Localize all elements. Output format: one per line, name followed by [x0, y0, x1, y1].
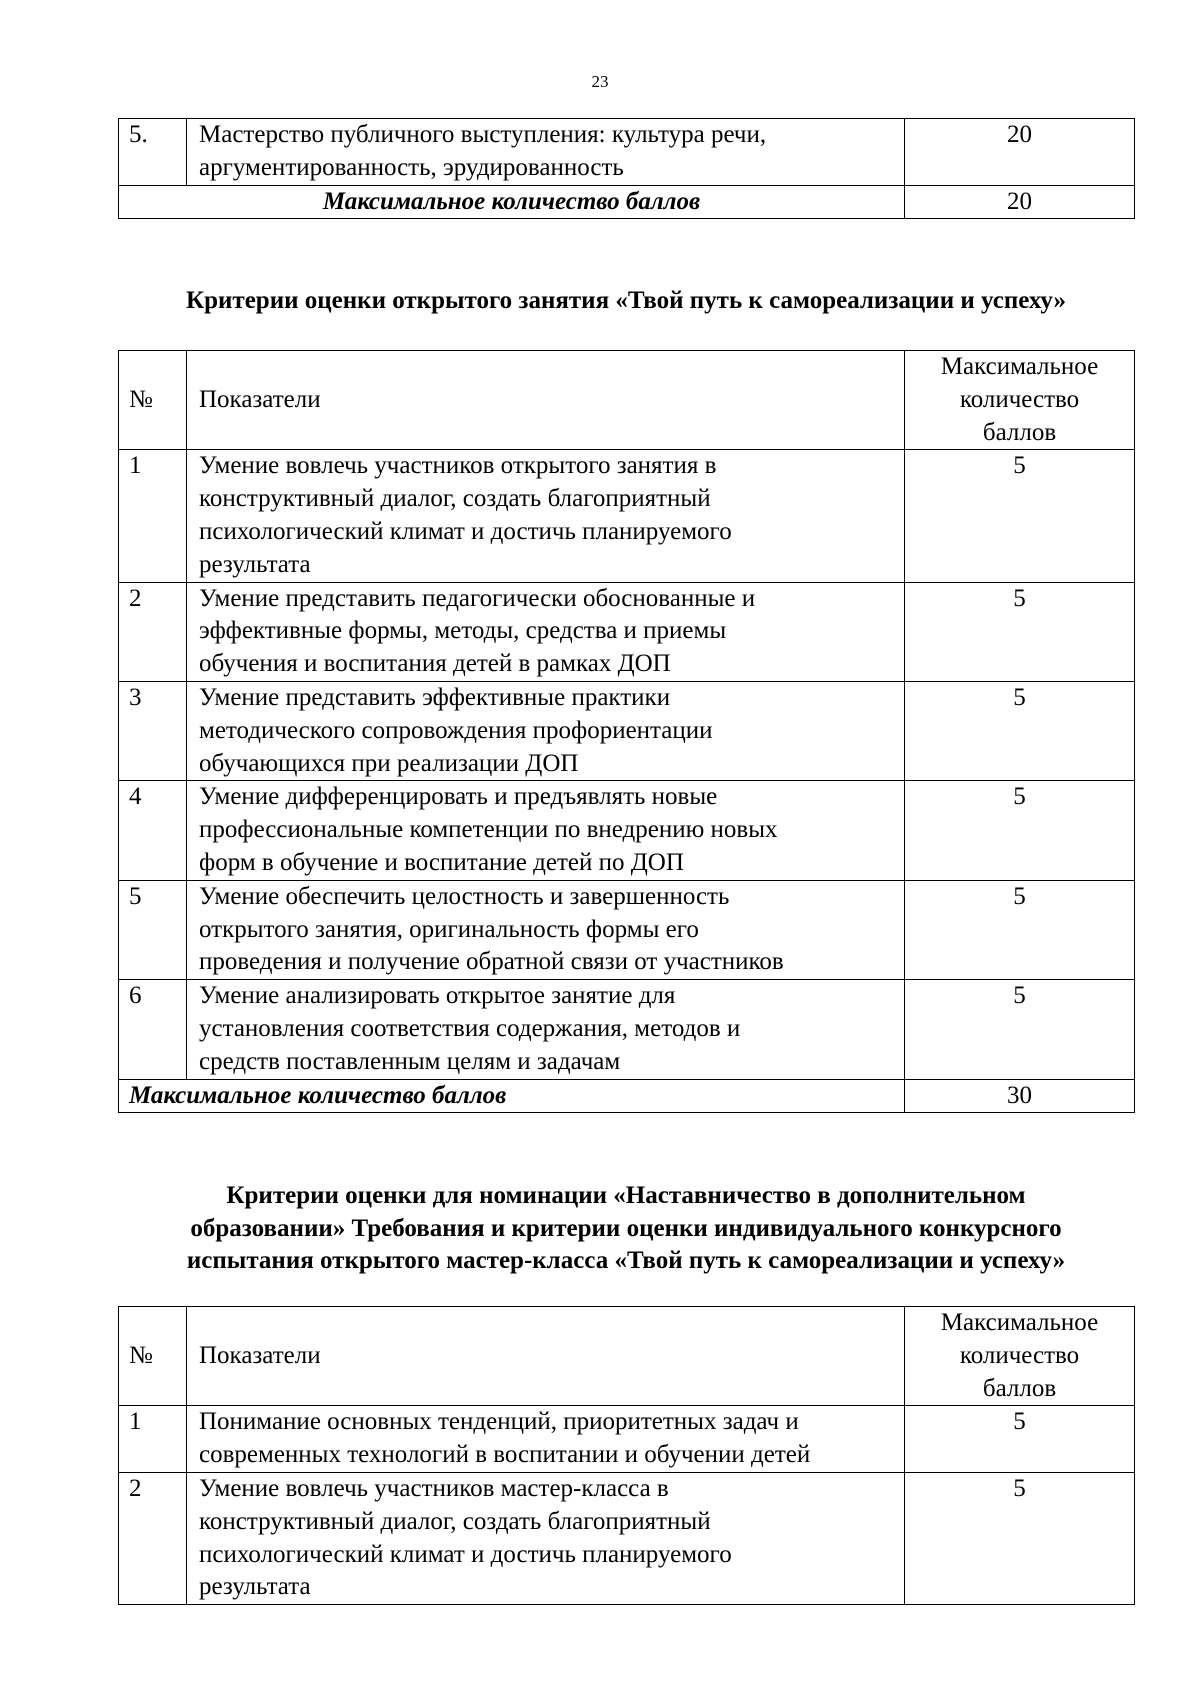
- criterion-text: [187, 1406, 905, 1473]
- criteria-table-3: [118, 1306, 1135, 1605]
- criterion-text: [187, 450, 905, 582]
- criterion-line: форм в обучение и воспитание детей по ДОП: [199, 848, 684, 876]
- criterion-points: 5: [905, 980, 1135, 1079]
- row-number: 5: [119, 880, 187, 979]
- criterion-line: Умение вовлечь участников мастер-класса в: [199, 1474, 669, 1502]
- criterion-text: [187, 781, 905, 880]
- criterion-points: 5: [905, 1472, 1135, 1604]
- table-row: [119, 1472, 1135, 1604]
- criterion-line: Умение анализировать открытое занятие для: [199, 982, 676, 1010]
- criterion-points: 5: [905, 681, 1135, 780]
- table-row: [119, 880, 1135, 979]
- criterion-text: [187, 1472, 905, 1604]
- criterion-line: открытого занятия, оригинальность формы его: [199, 915, 699, 943]
- criterion-text: [187, 880, 905, 979]
- criterion-line: конструктивный диалог, создать благоприятный: [199, 1507, 711, 1535]
- criterion-text: [187, 980, 905, 1079]
- table-row: [119, 1406, 1135, 1473]
- section-heading-mentorship: [118, 1180, 1134, 1278]
- header-number: №: [119, 1307, 187, 1406]
- table-header-row: [119, 351, 1135, 450]
- criterion-line: Понимание основных тенденций, приоритетных задач и: [199, 1408, 799, 1436]
- criterion-line: результата: [199, 1573, 311, 1601]
- header-line: количество: [959, 385, 1080, 413]
- criterion-points: 5: [905, 582, 1135, 681]
- table-row: [119, 681, 1135, 780]
- heading-line: испытания открытого мастер-класса «Твой путь к самореализации и успеху»: [186, 1247, 1066, 1274]
- total-row: [119, 1079, 1135, 1113]
- criterion-line: средств поставленным целям и задачам: [199, 1047, 621, 1075]
- criterion-line: современных технологий в воспитании и обучении детей: [199, 1441, 811, 1469]
- criterion-points: 5: [905, 880, 1135, 979]
- row-number: 3: [119, 681, 187, 780]
- criterion-line: результата: [199, 550, 311, 578]
- total-points: 20: [905, 185, 1135, 219]
- criterion-line: эффективные формы, методы, средства и приемы: [199, 617, 727, 645]
- header-indicators: Показатели: [187, 1307, 905, 1406]
- header-max-points: [905, 1307, 1135, 1406]
- row-number: 1: [119, 450, 187, 582]
- row-number: 1: [119, 1406, 187, 1473]
- total-label: Максимальное количество баллов: [119, 1079, 905, 1113]
- total-row: [119, 185, 1135, 219]
- criterion-line: обучающихся при реализации ДОП: [199, 749, 579, 777]
- criterion-line: методического сопровождения профориентации: [199, 716, 713, 744]
- criteria-table-1: [118, 118, 1135, 219]
- criterion-line: обучения и воспитания детей в рамках ДОП: [199, 650, 671, 678]
- page-number: 23: [591, 72, 609, 91]
- heading-line: Критерии оценки для номинации «Наставничество в дополнительном: [226, 1182, 1026, 1209]
- total-label: Максимальное количество баллов: [119, 185, 905, 219]
- row-number: 4: [119, 781, 187, 880]
- criterion-line: установления соответствия содержания, методов и: [199, 1014, 741, 1042]
- table-row: [119, 582, 1135, 681]
- criterion-line: Умение дифференцировать и предъявлять новые: [199, 783, 718, 811]
- header-indicators: Показатели: [187, 351, 905, 450]
- criterion-points: 5: [905, 450, 1135, 582]
- criterion-text: [187, 582, 905, 681]
- header-line: Максимальное: [940, 1309, 1099, 1336]
- criterion-points: 5: [905, 781, 1135, 880]
- total-points: 30: [905, 1079, 1135, 1113]
- header-line: баллов: [982, 418, 1057, 446]
- table-row: [119, 450, 1135, 582]
- table-header-row: [119, 1307, 1135, 1406]
- table-row: [119, 781, 1135, 880]
- header-line: Максимальное: [940, 353, 1099, 380]
- criterion-points: 5: [905, 1406, 1135, 1473]
- criterion-line: Мастерство публичного выступления: культура речи,: [199, 121, 767, 148]
- row-number: 6: [119, 980, 187, 1079]
- section-heading-open-lesson: Критерии оценки открытого занятия «Твой путь к самореализации и успеху»: [185, 287, 1067, 314]
- criterion-line: Умение вовлечь участников открытого занятия в: [199, 452, 717, 480]
- header-max-points: [905, 351, 1135, 450]
- criterion-line: психологический климат и достичь планируемого: [199, 1540, 732, 1568]
- table-row: [119, 980, 1135, 1079]
- criterion-line: психологический климат и достичь планируемого: [199, 517, 732, 545]
- criterion-line: проведения и получение обратной связи от участников: [199, 948, 784, 976]
- criterion-line: аргументированность, эрудированность: [199, 153, 624, 181]
- header-line: количество: [959, 1341, 1080, 1369]
- row-number: 5.: [119, 119, 187, 186]
- criterion-line: профессиональные компетенции по внедрению новых: [199, 816, 778, 844]
- criterion-line: Умение представить педагогически обоснованные и: [199, 584, 756, 612]
- row-number: 2: [119, 1472, 187, 1604]
- criterion-text: [187, 681, 905, 780]
- row-number: 2: [119, 582, 187, 681]
- table-row: [119, 119, 1135, 186]
- criterion-line: Умение представить эффективные практики: [199, 683, 671, 711]
- criterion-line: Умение обеспечить целостность и завершенность: [199, 882, 730, 910]
- criterion-line: конструктивный диалог, создать благоприятный: [199, 485, 711, 513]
- criteria-table-2: [118, 350, 1135, 1113]
- header-line: баллов: [982, 1374, 1057, 1402]
- heading-line: образовании» Требования и критерии оценки индивидуального конкурсного: [190, 1214, 1062, 1242]
- criterion-text: [187, 119, 905, 186]
- header-number: №: [119, 351, 187, 450]
- criterion-points: 20: [905, 119, 1135, 186]
